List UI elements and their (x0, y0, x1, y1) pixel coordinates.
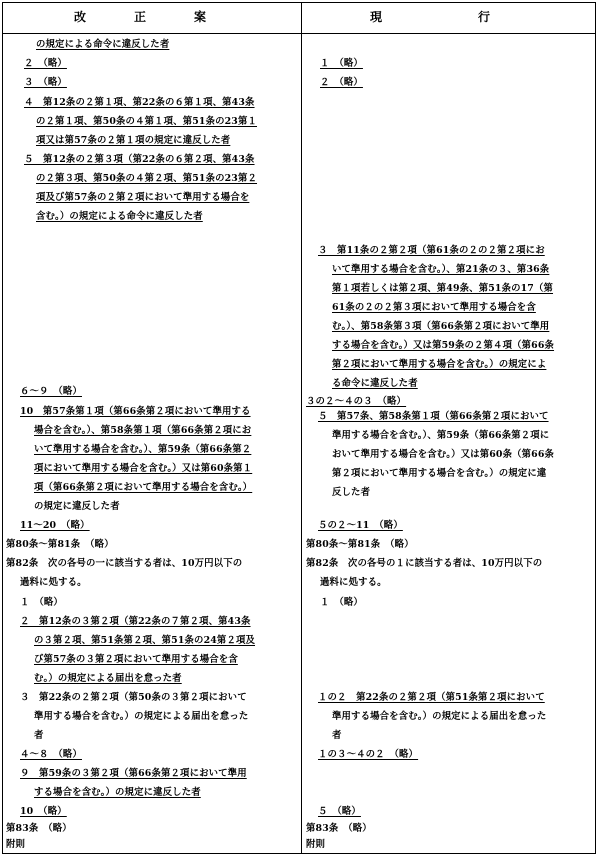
left-line: 者 (34, 730, 44, 741)
header-divider (3, 33, 595, 34)
left-line: 10 （略） (20, 806, 67, 817)
right-line: １の２ 第22条の２第２項（第51条第２項において (318, 692, 545, 703)
right-line: ５の２～11 （略） (318, 520, 403, 531)
header-current-text: 現 行 (370, 10, 491, 24)
left-line: ９ 第59条の３第２項（第66条第２項において準用 (20, 768, 247, 779)
right-line: 第１項若しくは第２項、第49条、第51条の17（第 (332, 283, 554, 294)
right-line: 附則 (306, 839, 326, 850)
right-line: ５ 第57条、第58条第１項（第66条第２項において (318, 411, 549, 422)
left-line: 項（第66条第２項において準用する場合を含む。） (34, 482, 253, 493)
right-line: 準用する場合を含む。）、第59条（第66条第２項に (332, 430, 550, 441)
left-line: いて準用する場合を含む。）、第59条（第66条第２ (34, 444, 252, 455)
left-line: ２ 第12条の３第２項（第22条の７第２項、第43条 (20, 616, 251, 627)
left-line: 11～20 （略） (20, 520, 90, 531)
left-line: ４～８ （略） (20, 749, 82, 760)
right-line: １ （略） (320, 597, 363, 608)
right-line: 61条の２の２第３項において準用する場合を含 (332, 302, 536, 313)
left-line: の２第３項、第50条の４第２項、第51条の23第２ (36, 173, 258, 184)
left-line: 場合を含む。）、第58条第１項（第66条第２項にお (34, 425, 252, 436)
left-line: の規定に違反した者 (34, 501, 120, 512)
left-line: 項及び第57条の２第２項において準用する場合を (36, 192, 250, 203)
left-line: ４ 第12条の２第１項、第22条の６第１項、第43条 (24, 97, 255, 108)
right-line: １の３～４の２ （略） (318, 749, 419, 760)
right-line: 過料に処する。 (320, 577, 387, 588)
right-line: 反した者 (332, 487, 371, 498)
left-line: する場合を含む。）の規定に違反した者 (34, 787, 201, 798)
left-line: 過料に処する。 (20, 577, 87, 588)
header-revised-draft: 改 正 案 (74, 10, 207, 24)
left-line: ５ 第12条の２第３項（第22条の６第２項、第43条 (24, 154, 255, 165)
right-line: 第82条 次の各号の１に該当する者は、10万円以下の (306, 558, 543, 569)
left-line: 項又は第57条の２第１項の規定に違反した者 (36, 135, 231, 146)
left-line: び第57条の３第２項において準用する場合を含 (34, 654, 238, 665)
left-line: 附則 (6, 839, 26, 850)
left-line: 準用する場合を含む。）の規定による届出を怠った (34, 711, 249, 722)
left-line: 第83条 （略） (6, 823, 72, 834)
right-line: る命令に違反した者 (332, 378, 418, 389)
column-divider (301, 3, 302, 853)
left-line: の２第１項、第50条の４第１項、第51条の23第１ (36, 116, 258, 127)
right-line: １ （略） (320, 58, 363, 69)
left-line: 第82条 次の各号の一に該当する者は、10万円以下の (6, 558, 243, 569)
right-line: ２ （略） (320, 77, 363, 88)
left-line: む。）の規定による届出を怠った者 (34, 673, 182, 684)
right-line: おいて準用する場合を含む。）又は第60条（第66条 (332, 449, 555, 460)
right-line: する場合を含む。）又は第59条の２第４項（第66条 (332, 340, 555, 351)
left-line: ２ （略） (24, 58, 67, 69)
right-line: ５ （略） (318, 806, 361, 817)
right-line: 準用する場合を含む。）の規定による届出を怠った (332, 711, 547, 722)
left-line: ３ （略） (24, 77, 67, 88)
right-line: 第80条～第81条 （略） (306, 539, 414, 550)
right-line: いて準用する場合を含む。）、第21条の３、第36条 (332, 264, 550, 275)
right-line: 第２項において準用する場合を含む。）の規定に違 (332, 468, 547, 479)
right-line: ３ 第11条の２第２項（第61条の２の２第２項にお (318, 245, 545, 256)
right-line: 第２項において準用する場合を含む。）の規定によ (332, 359, 547, 370)
left-line: の規定による命令に違反した者 (36, 39, 170, 50)
right-line: む。）、第58条第３項（第66条第２項において準用 (332, 321, 550, 332)
left-line: 項において準用する場合を含む。）又は第60条第１ (34, 463, 253, 474)
right-line: ３の２～４の３ （略） (306, 396, 407, 407)
right-line: 者 (332, 730, 342, 741)
left-line: 10 第57条第１項（第66条第２項において準用する (20, 406, 251, 417)
left-line: 第80条～第81条 （略） (6, 539, 114, 550)
right-line: 第83条 （略） (306, 823, 372, 834)
left-line: １ （略） (20, 597, 63, 608)
left-line: の３第２項、第51条第２項、第51条の24第２項及 (34, 635, 256, 646)
left-line: ３ 第22条の２第２項（第50条の３第２項において (20, 692, 247, 703)
left-line: 含む。）の規定による命令に違反した者 (36, 211, 203, 222)
left-line: ６～９ （略） (20, 386, 82, 397)
